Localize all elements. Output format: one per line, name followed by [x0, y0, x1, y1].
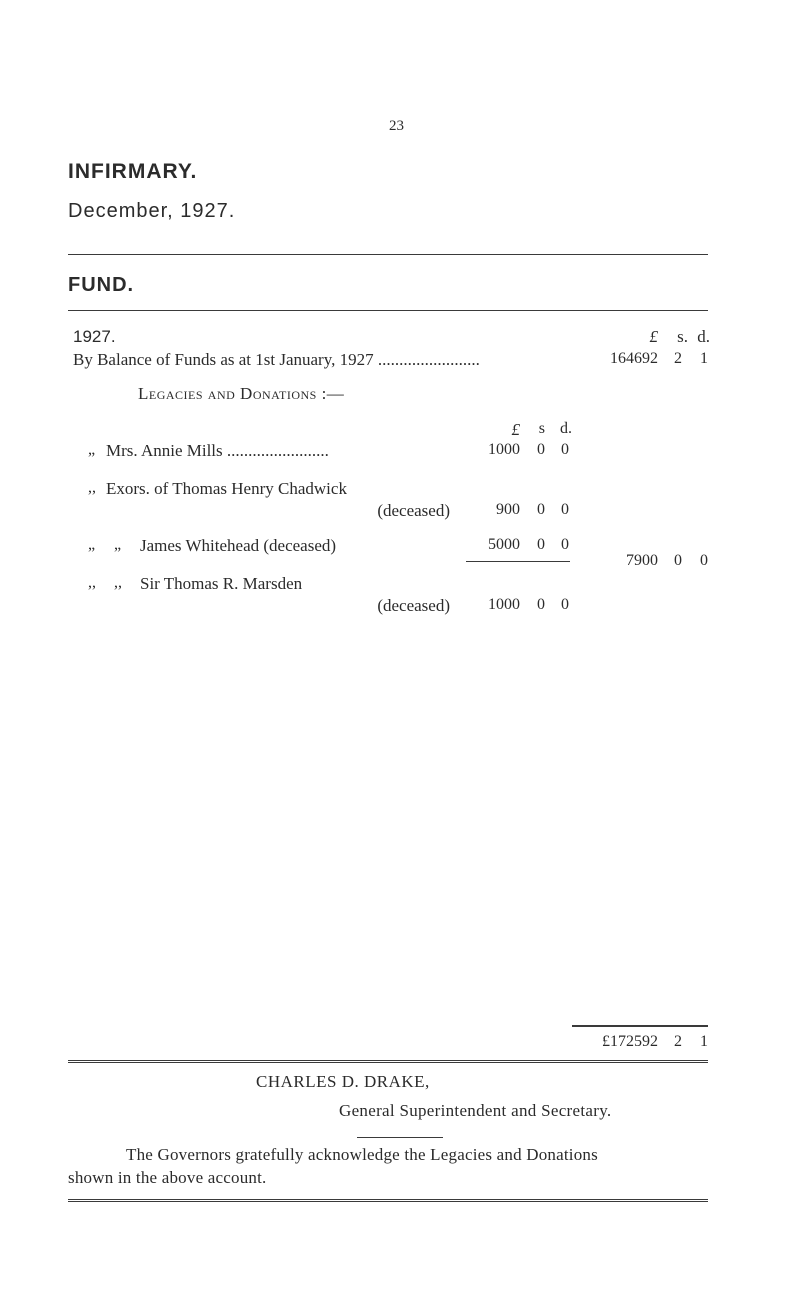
balance-label: By Balance of Funds as at 1st January, 1927 — [73, 350, 374, 369]
signature-title: General Superintendent and Secretary. — [339, 1101, 612, 1120]
legacy-shillings: 0 — [537, 501, 545, 518]
heading-title: INFIRMARY. — [68, 160, 198, 183]
grand-total-shillings: 2 — [674, 1033, 682, 1050]
signature-rule — [357, 1137, 443, 1138]
grand-total-top-rule — [572, 1025, 708, 1027]
legacies-subtotal-rule — [466, 561, 570, 562]
inner-pence-header: d. — [560, 420, 572, 437]
legacy-name-text: Exors. of Thomas Henry Chadwick — [106, 479, 347, 498]
legacy-ditto-mark: „ — [88, 536, 96, 553]
shillings-header: s. — [677, 327, 688, 346]
legacy-pounds: 1000 — [488, 441, 520, 458]
balance-leader-dots: ........................ — [377, 350, 480, 369]
legacy-name — [140, 574, 302, 594]
legacies-total-pounds: 7900 — [626, 552, 658, 569]
bottom-rule — [68, 1199, 708, 1202]
legacies-total-pence: 0 — [700, 552, 708, 569]
legacy-pence: 0 — [561, 596, 569, 613]
balance-pence: 1 — [700, 350, 708, 367]
legacy-status: (deceased) — [377, 501, 450, 520]
balance-shillings: 2 — [674, 350, 682, 367]
legacies-heading: Legacies and Donations :— — [138, 384, 345, 403]
inner-pounds-header: £ — [511, 420, 520, 439]
acknowledgement-line2: shown in the above account. — [68, 1168, 267, 1187]
balance-row — [73, 350, 480, 370]
heading-fund: FUND. — [68, 274, 135, 296]
legacy-name-text: James Whitehead (deceased) — [140, 536, 337, 555]
signature-name: CHARLES D. DRAKE, — [256, 1072, 430, 1091]
heading-rule — [68, 254, 708, 255]
acknowledgement-line1: The Governors gratefully acknowledge the Legacies and Donations — [126, 1145, 598, 1164]
pence-header: d. — [697, 327, 710, 346]
legacy-pounds: 1000 — [488, 596, 520, 613]
legacy-shillings: 0 — [537, 441, 545, 458]
legacy-ditto-mark-2: ,, — [114, 574, 122, 591]
legacy-ditto-mark: ,, — [88, 574, 96, 591]
heading-date: December, 1927. — [68, 200, 236, 222]
balance-pounds: 164692 — [610, 350, 658, 367]
pounds-header: £ — [649, 327, 658, 346]
legacy-ditto-mark-2: „ — [114, 536, 122, 553]
legacy-name — [106, 441, 329, 461]
legacy-shillings: 0 — [537, 536, 545, 553]
grand-total-bottom-rule — [68, 1060, 708, 1063]
legacy-pence: 0 — [561, 441, 569, 458]
legacies-total-shillings: 0 — [674, 552, 682, 569]
legacy-name-text: Sir Thomas R. Marsden — [140, 574, 303, 593]
grand-total-pounds: £172592 — [602, 1033, 658, 1050]
legacy-pence: 0 — [561, 536, 569, 553]
legacy-name-text: Mrs. Annie Mills — [106, 441, 223, 460]
inner-shillings-header: s — [538, 420, 545, 437]
legacy-pence: 0 — [561, 501, 569, 518]
page-number: 23 — [389, 118, 404, 134]
legacy-ditto-mark: ,, — [88, 479, 96, 496]
legacy-name — [106, 479, 347, 499]
legacy-ditto-mark: „ — [88, 441, 96, 458]
legacy-leader-dots: ........................ — [226, 441, 329, 460]
legacy-status: (deceased) — [377, 596, 450, 615]
account-year: 1927. — [73, 327, 116, 346]
legacy-pounds: 5000 — [488, 536, 520, 553]
fund-rule — [68, 310, 708, 311]
legacy-shillings: 0 — [537, 596, 545, 613]
legacy-name — [140, 536, 336, 556]
grand-total-pence: 1 — [700, 1033, 708, 1050]
legacy-pounds: 900 — [496, 501, 520, 518]
